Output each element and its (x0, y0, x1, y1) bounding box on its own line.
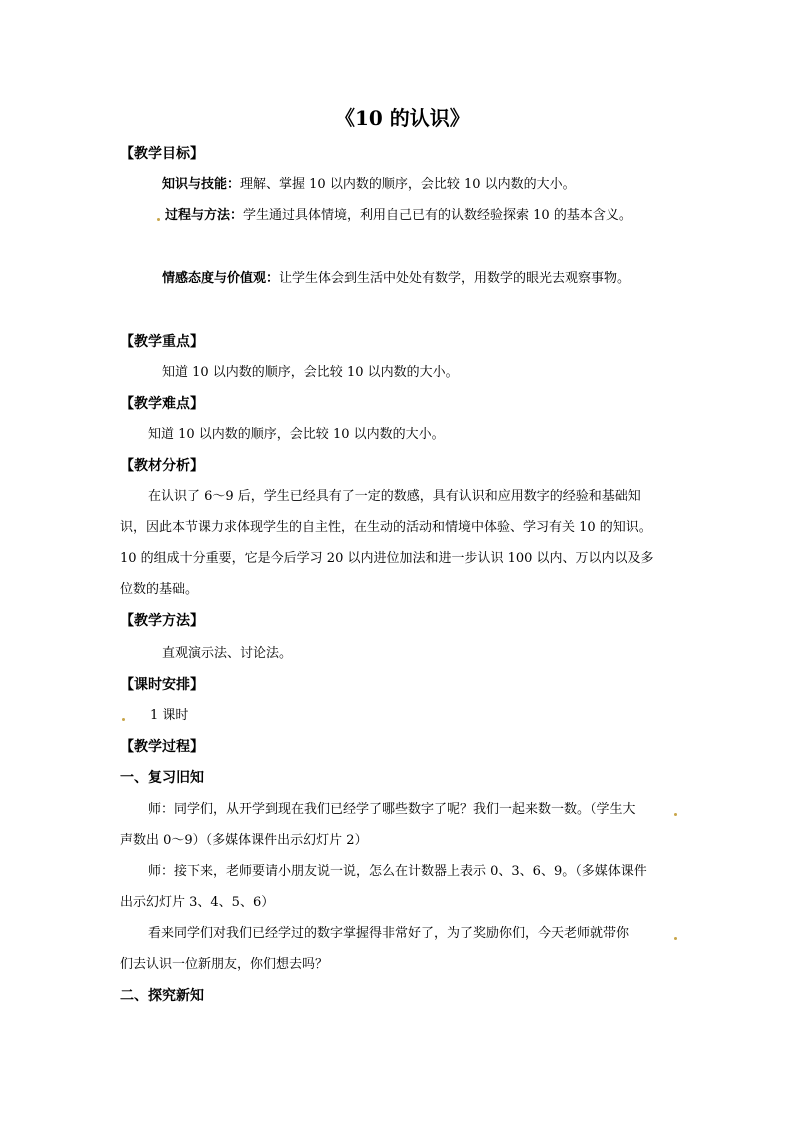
margin-mark (674, 813, 677, 816)
analysis-line: 位数的基础。 (120, 582, 199, 597)
schedule-heading: 【课时安排】 (120, 677, 204, 693)
analysis-line: 10 的组成十分重要，它是今后学习 20 以内进位加法和进一步认识 100 以内、万以内以及多 (120, 551, 654, 566)
objectives-heading: 【教学目标】 (120, 146, 204, 162)
page-title: 《10 的认识》 (335, 106, 470, 130)
key-points-text: 知道 10 以内数的顺序，会比较 10 以内数的大小。 (162, 365, 459, 380)
process-heading: 【教学过程】 (120, 739, 204, 755)
objective-knowledge (162, 178, 576, 191)
process-line: 看来同学们对我们已经学过的数字掌握得非常好了，为了奖励你们，今天老师就带你 (148, 926, 630, 941)
section2-title: 二、探究新知 (120, 988, 204, 1004)
knowledge-label: 知识与技能： (162, 177, 241, 192)
margin-mark (157, 218, 160, 221)
process-line: 师：接下来，老师要请小朋友说一说，怎么在计数器上表示 0、3、6、9。（多媒体课件 (148, 864, 647, 879)
attitude-text: 让学生体会到生活中处处有数学，用数学的眼光去观察事物。 (279, 271, 631, 286)
knowledge-text: 理解、掌握 10 以内数的顺序，会比较 10 以内数的大小。 (240, 177, 576, 192)
methods-text: 直观演示法、讨论法。 (162, 646, 293, 661)
process-line: 声数出 0～9）（多媒体课件出示幻灯片 2） (120, 833, 368, 848)
analysis-heading: 【教材分析】 (120, 458, 204, 474)
analysis-line: 识，因此本节课力求体现学生的自主性，在生动的活动和情境中体验、学习有关 10 的知识。 (120, 520, 652, 535)
attitude-label: 情感态度与价值观： (162, 271, 280, 286)
process-line: 出示幻灯片 3、4、5、6） (120, 895, 275, 910)
process-line: 们去认识一位新朋友，你们想去吗？ (120, 957, 329, 972)
process-label: 过程与方法： (165, 208, 244, 223)
objective-process (165, 209, 632, 222)
section1-title: 一、复习旧知 (120, 770, 204, 786)
key-points-heading: 【教学重点】 (120, 334, 204, 350)
difficulties-text: 知道 10 以内数的顺序，会比较 10 以内数的大小。 (148, 427, 445, 442)
margin-mark (122, 718, 125, 721)
process-text: 学生通过具体情境，利用自己已有的认数经验探索 10 的基本含义。 (243, 208, 632, 223)
margin-mark (674, 937, 677, 940)
objective-attitude (162, 272, 630, 285)
methods-heading: 【教学方法】 (120, 613, 204, 629)
difficulties-heading: 【教学难点】 (120, 396, 204, 412)
analysis-line: 在认识了 6～9 后，学生已经具有了一定的数感，具有认识和应用数字的经验和基础知 (148, 489, 641, 504)
process-line: 师：同学们，从开学到现在我们已经学了哪些数字了呢？我们一起来数一数。（学生大 (148, 802, 636, 817)
schedule-text: 1 课时 (150, 708, 189, 723)
